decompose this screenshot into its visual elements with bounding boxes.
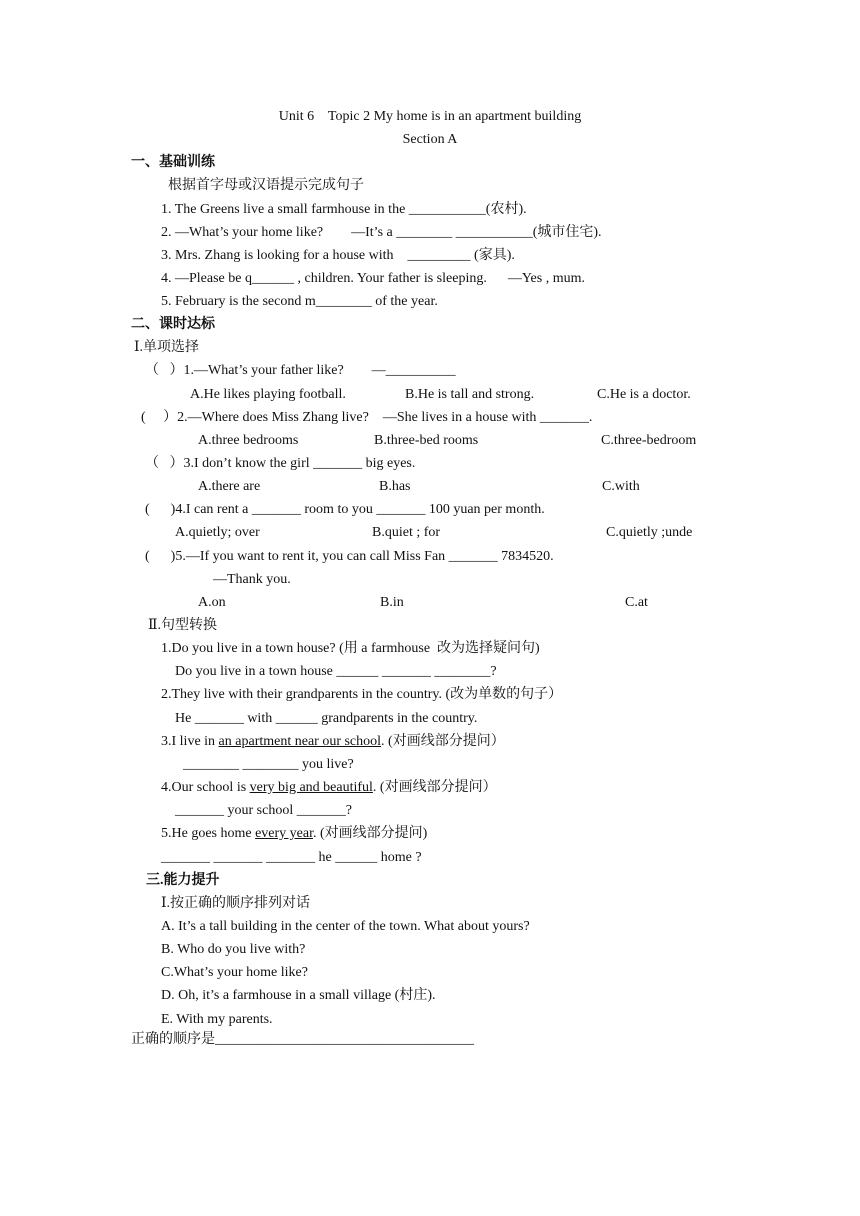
- transform-5-underlined: every year: [255, 826, 314, 841]
- part1-item-1: 1. The Greens live a small farmhouse in the ___________(农村).: [161, 202, 527, 217]
- transform-1-answer: Do you live in a town house ______ _______ ________?: [175, 664, 497, 679]
- part1-instruction: 根据首字母或汉语提示完成句子: [168, 178, 364, 193]
- part1-heading: 一、基础训练: [131, 155, 215, 170]
- dialogue-line-b: B. Who do you live with?: [161, 942, 306, 957]
- mc-3-option-a: A.there are: [198, 479, 261, 494]
- mc-4-option-b: B.quiet ; for: [372, 525, 441, 540]
- dialogue-line-e: E. With my parents.: [161, 1012, 273, 1027]
- mc-3-stem: （ ）3.I don’t know the girl _______ big eyes.: [145, 456, 416, 471]
- part3-heading: 三.能力提升: [146, 873, 220, 888]
- mc-2-option-a: A.three bedrooms: [198, 433, 299, 448]
- mc-3-option-c: C.with: [602, 479, 640, 494]
- part1-item-4: 4. —Please be q______ , children. Your father is sleeping. —Yes , mum.: [161, 271, 585, 286]
- part1-item-2: 2. —What’s your home like? —It’s a ________ ___________(城市住宅).: [161, 225, 602, 240]
- dialogue-line-d: D. Oh, it’s a farmhouse in a small village (村庄).: [161, 988, 436, 1003]
- transform-4-post: . (对画线部分提问）: [372, 780, 497, 795]
- dialogue-line-a: A. It’s a tall building in the center of the town. What about yours?: [161, 919, 530, 934]
- mc-3-option-b: B.has: [379, 479, 411, 494]
- transform-1: 1.Do you live in a town house? (用 a farmhouse 改为选择疑问句): [161, 641, 540, 656]
- transform-4: [161, 779, 497, 797]
- transform-4-answer: _______ your school _______?: [175, 803, 352, 818]
- mc-4-option-a: A.quietly; over: [175, 525, 260, 540]
- part1-item-5: 5. February is the second m________ of the year.: [161, 294, 438, 309]
- mc-5-option-a: A.on: [198, 595, 226, 610]
- transform-4-pre: 4.Our school is: [161, 780, 250, 795]
- part2-sub1: Ⅰ.单项选择: [134, 340, 200, 355]
- transform-3-underlined: an apartment near our school: [218, 734, 382, 749]
- section-label: Section A: [402, 132, 458, 147]
- mc-5-option-c: C.at: [625, 595, 648, 610]
- mc-1-option-a: A.He likes playing football.: [190, 387, 346, 402]
- transform-3-answer: ________ ________ you live?: [183, 757, 354, 772]
- transform-3: [161, 733, 505, 751]
- transform-5: [161, 825, 427, 843]
- dialogue-line-c: C.What’s your home like?: [161, 965, 308, 980]
- transform-2-answer: He _______ with ______ grandparents in the country.: [175, 711, 478, 726]
- part2-sub2: Ⅱ.句型转换: [148, 618, 218, 633]
- transform-4-underlined: very big and beautiful: [249, 780, 373, 795]
- mc-2-option-b: B.three-bed rooms: [374, 433, 479, 448]
- part1-item-3: 3. Mrs. Zhang is looking for a house with _________ (家具).: [161, 248, 515, 263]
- mc-5-option-b: B.in: [380, 595, 404, 610]
- mc-4-stem: ( )4.I can rent a _______ room to you _______ 100 yuan per month.: [145, 502, 545, 517]
- part2-heading: 二、课时达标: [131, 317, 215, 332]
- mc-1-option-b: B.He is tall and strong.: [405, 387, 535, 402]
- mc-5-reply: —Thank you.: [213, 572, 291, 587]
- transform-5-post: . (对画线部分提问): [313, 826, 428, 841]
- answer-order-line: 正确的顺序是_____________________________________: [131, 1032, 474, 1047]
- part3-sub1: Ⅰ.按正确的顺序排列对话: [161, 896, 311, 911]
- mc-1-option-c: C.He is a doctor.: [597, 387, 691, 402]
- mc-2-option-c: C.three-bedroom: [601, 433, 697, 448]
- transform-3-post: . (对画线部分提问）: [381, 734, 505, 749]
- transform-3-pre: 3.I live in: [161, 734, 219, 749]
- mc-5-stem: ( )5.—If you want to rent it, you can call Miss Fan _______ 7834520.: [145, 549, 554, 564]
- mc-2-stem: ( ）2.—Where does Miss Zhang live? —She lives in a house with _______.: [141, 410, 593, 425]
- transform-2: 2.They live with their grandparents in the country. (改为单数的句子）: [161, 687, 563, 702]
- mc-1-stem: （ ）1.—What’s your father like? —__________: [145, 363, 456, 378]
- transform-5-pre: 5.He goes home: [161, 826, 256, 841]
- page-title: Unit 6 Topic 2 My home is in an apartment building: [278, 109, 582, 124]
- mc-4-option-c: C.quietly ;unde: [606, 525, 693, 540]
- transform-5-answer: _______ _______ _______ he ______ home ?: [161, 850, 422, 865]
